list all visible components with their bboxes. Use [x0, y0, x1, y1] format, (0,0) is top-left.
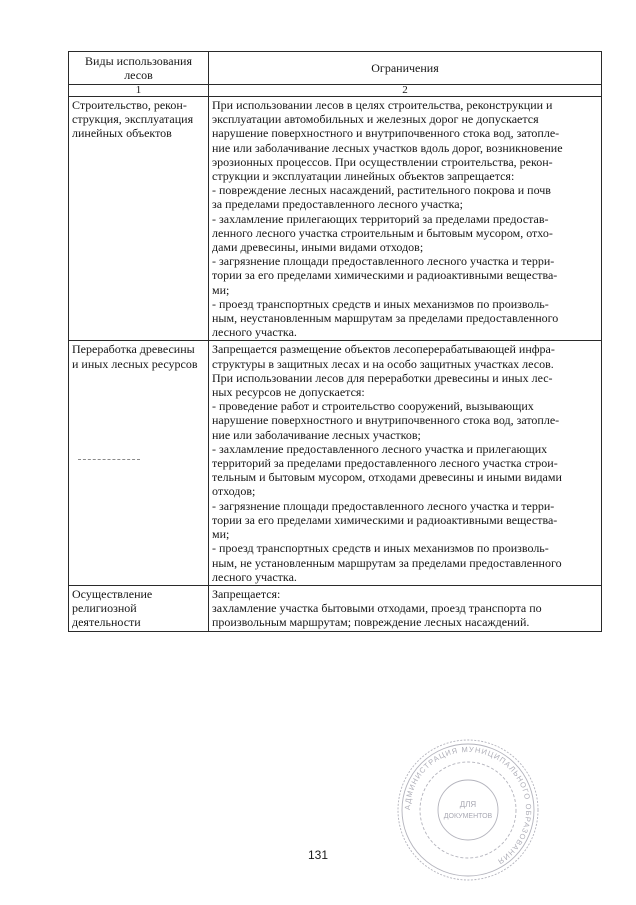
restriction-line: нарушение поверхностного и внутрипочвенного стока вод, затопле-: [212, 413, 560, 428]
restriction-line: лесного участка.: [212, 569, 297, 584]
restriction-cell: [209, 585, 602, 631]
use-type-cell: [69, 341, 209, 585]
table-row: [69, 585, 602, 631]
restriction-line: нарушение поверхностного и внутрипочвенного стока вод, затопле-: [212, 126, 560, 141]
stamp-ring-text: АДМИНИСТРАЦИЯ МУНИЦИПАЛЬНОГО ОБРАЗОВАНИЯ: [402, 744, 534, 867]
stamp-center-line1: ДЛЯ: [459, 800, 477, 809]
table-header-row: [69, 52, 602, 85]
use-type-line: Переработка древесины: [72, 342, 195, 357]
restriction-line: При использовании лесов в целях строительства, реконструкции и: [212, 98, 553, 112]
restriction-line: Запрещается размещение объектов лесоперерабатывающей инфра-: [212, 342, 555, 357]
restriction-line: лесного участка.: [212, 325, 297, 340]
restriction-line: ние или заболачивание лесных участков;: [212, 427, 421, 442]
use-type-line: деятельности: [72, 615, 141, 630]
restriction-line: Запрещается:: [212, 586, 281, 601]
restriction-line: - захламление прилегающих территорий за пределами предостав-: [212, 211, 549, 226]
restriction-line: захламление участка бытовыми отходами, проезд транспорта по: [212, 601, 542, 616]
restriction-cell: [209, 341, 602, 585]
restriction-cell: [209, 97, 602, 341]
restriction-line: струкции и эксплуатации линейных объектов запрещается:: [212, 169, 515, 184]
restriction-line: ным, не установленным маршрутам за пределами предоставленного: [212, 555, 562, 570]
use-type-cell: [69, 97, 209, 341]
restriction-line: - проведение работ и строительство сооружений, вызывающих: [212, 399, 534, 414]
restriction-line: - проезд транспортных средств и иных механизмов по произволь-: [212, 541, 549, 556]
restriction-line: ным, неустановленным маршрутам за пределами предоставленного: [212, 311, 559, 326]
restriction-line: При использовании лесов для переработки древесины и иных лес-: [212, 370, 553, 385]
use-type-line: линейных объектов: [72, 126, 172, 141]
restriction-line: эксплуатации автомобильных и железных дорог не допускается: [212, 112, 539, 127]
stray-dashed-line: [78, 459, 140, 460]
column-number-row: [69, 85, 602, 97]
restriction-line: тории за его пределами химическими и радиоактивными вещества-: [212, 512, 558, 527]
restriction-line: - загрязнение площади предоставленного лесного участка и терри-: [212, 254, 555, 269]
restriction-line: дами древесины, иными видами отходов;: [212, 240, 424, 255]
forest-use-restrictions-table: [68, 51, 602, 632]
restriction-line: ленного лесного участка строительным и бытовым мусором, отхо-: [212, 225, 553, 240]
header-use-type: Виды использования лесов: [69, 52, 209, 85]
restriction-line: территорий за пределами предоставленного лесного участка строи-: [212, 456, 558, 471]
table-row: [69, 341, 602, 585]
restriction-line: ние или заболачивание лесных участков вдоль дорог, возникновение: [212, 140, 563, 155]
restriction-line: ных ресурсов не допускается:: [212, 385, 365, 400]
table-body: [69, 97, 602, 632]
use-type-line: Осуществление: [72, 586, 153, 601]
restriction-line: отходов;: [212, 484, 256, 499]
restriction-line: структуры в защитных лесах и на особо защитных участках лесов.: [212, 356, 554, 371]
restriction-line: эрозионных процессов. При осуществлении строительства, рекон-: [212, 154, 553, 169]
page-number: 131: [307, 848, 329, 862]
restriction-line: произвольным маршрутам; повреждение лесных насаждений.: [212, 615, 530, 630]
restriction-line: - захламление предоставленного лесного участка и прилегающих: [212, 441, 548, 456]
column-number-2: 2: [209, 85, 602, 97]
restriction-line: за пределами предоставленного лесного участка;: [212, 197, 463, 212]
restriction-line: - проезд транспортных средств и иных механизмов по произволь-: [212, 296, 549, 311]
restriction-line: ми;: [212, 527, 230, 542]
use-type-line: и иных лесных ресурсов: [72, 356, 198, 371]
restriction-line: - повреждение лесных насаждений, растительного покрова и почв: [212, 183, 551, 198]
restriction-line: ми;: [212, 282, 230, 297]
column-number-1: 1: [69, 85, 209, 97]
restriction-line: - загрязнение площади предоставленного лесного участка и терри-: [212, 498, 555, 513]
use-type-cell: [69, 585, 209, 631]
stamp-center-line2: ДОКУМЕНТОВ: [443, 813, 493, 820]
official-seal-stamp: [393, 735, 543, 885]
restriction-line: тории за его пределами химическими и радиоактивными вещества-: [212, 268, 558, 283]
use-type-line: струкция, эксплуатация: [72, 112, 194, 127]
restriction-line: тельным и бытовым мусором, отходами древесины и иными видами: [212, 470, 562, 485]
use-type-line: Строительство, рекон-: [72, 98, 187, 112]
header-restrictions: Ограничения: [209, 52, 602, 85]
use-type-line: религиозной: [72, 601, 137, 616]
table-row: [69, 97, 602, 341]
